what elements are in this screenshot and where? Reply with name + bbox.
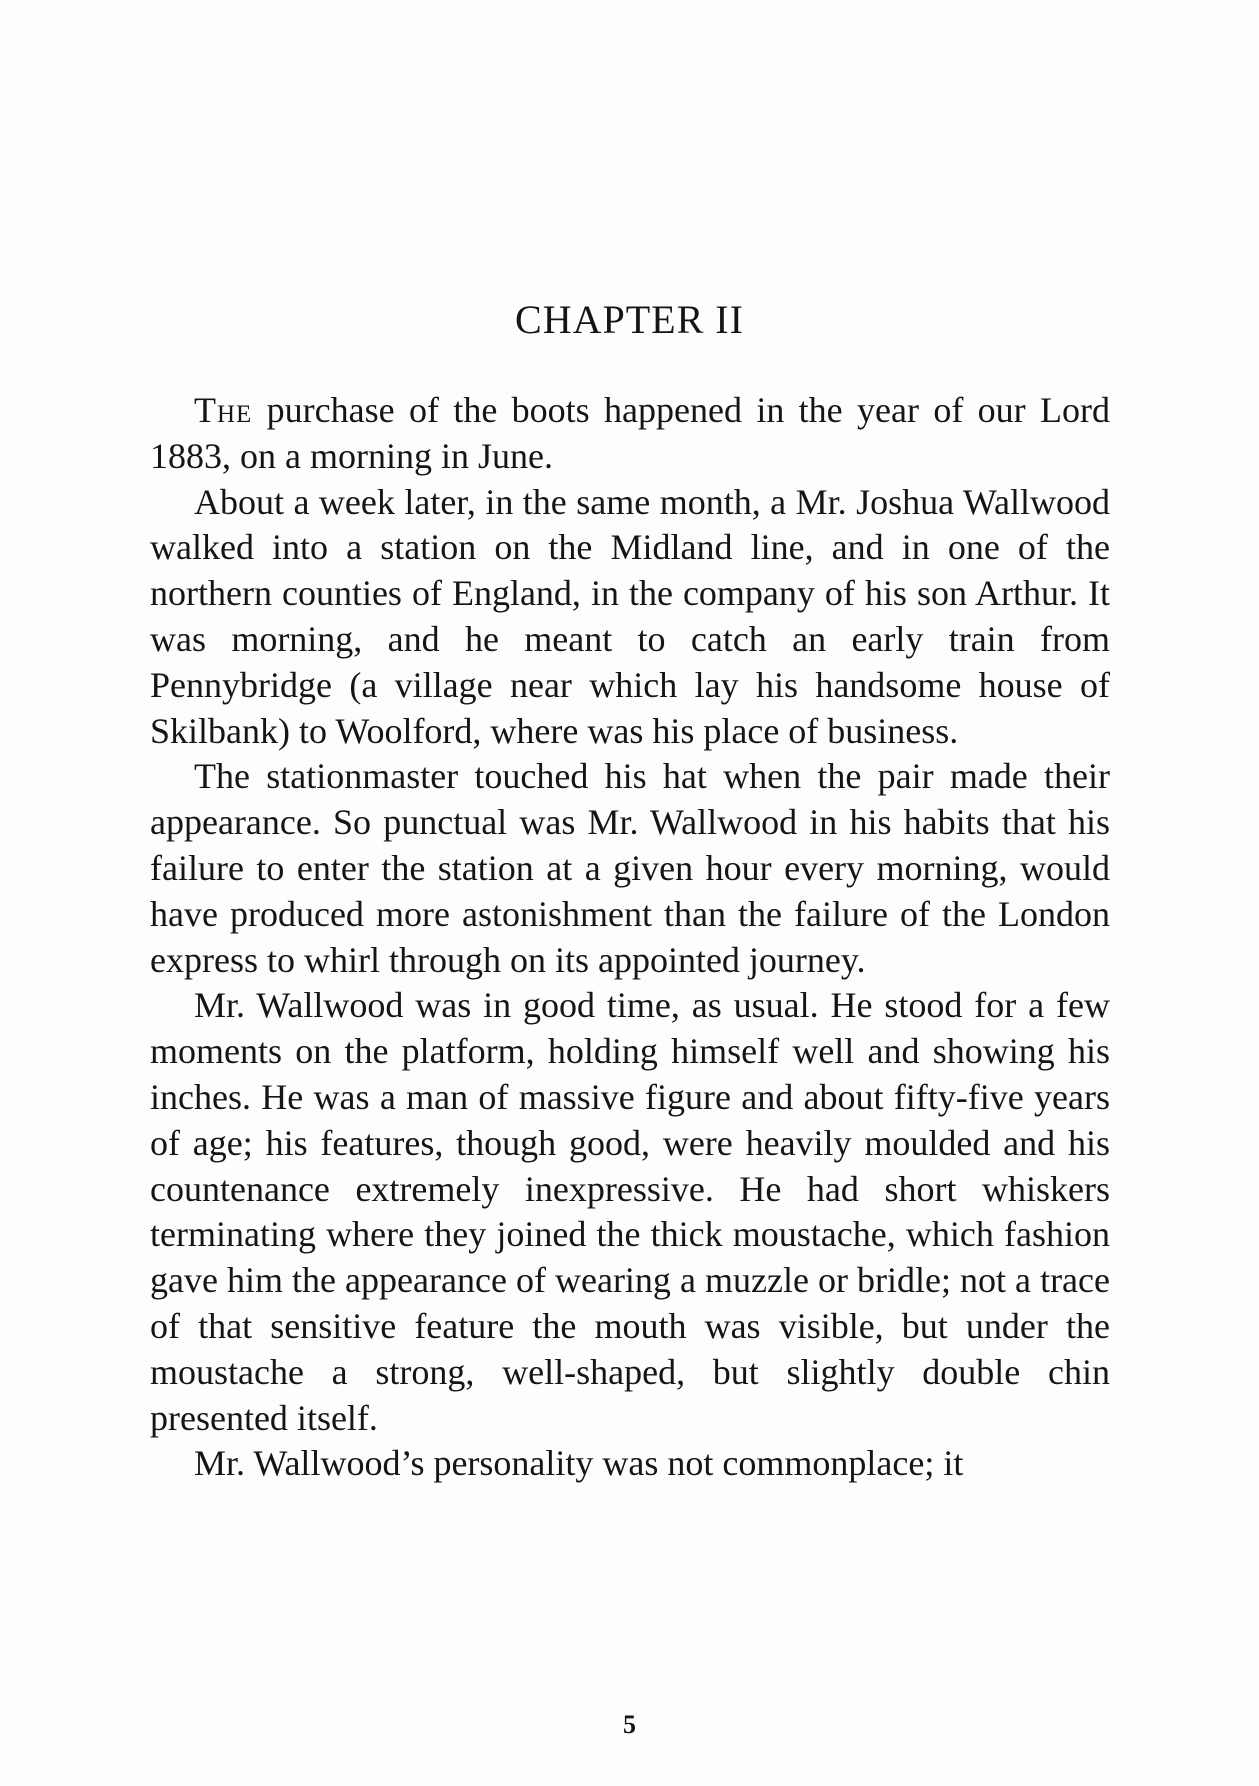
paragraph-1-text: purchase of the boots happened in the year of our Lord 1883, on a morning in June. bbox=[150, 390, 1110, 476]
chapter-heading: CHAPTER II bbox=[515, 297, 744, 342]
page-number: 5 bbox=[623, 1710, 636, 1739]
paragraph-5: Mr. Wallwood’s personality was not commonplace; it bbox=[194, 1443, 964, 1484]
paragraph-4: Mr. Wallwood was in good time, as usual. He stood for a few moments on the platform, holding himself well and showing his inches. He was a man of massive figure and about fifty-five years of age; his features, though good, were heavily moulded and his countenance extremely inexpressive. He had short whiskers terminating where they joined the thick moustache, which fashion gave him the appearance of wearing a muzzle or bridle; not a trace of that sensitive feature the mouth was visible, but under the moustache a strong, well-shaped, but slightly double chin presented itself. bbox=[150, 985, 1110, 1438]
paragraph-2: About a week later, in the same month, a Mr. Joshua Wallwood walked into a station on the Midland line, and in one of the northern counties of England, in the company of his son Arthur. It was morning, and he meant to catch an early train from Pennybridge (a village near which lay his handsome house of Skilbank) to Woolford, where was his place of business. bbox=[150, 481, 1110, 751]
paragraph-1 bbox=[150, 388, 1110, 480]
body-text bbox=[150, 388, 1110, 1487]
paragraph-3: The stationmaster touched his hat when the pair made their appearance. So punctual was Mr. Wallwood in his habits that his failure to enter the station at a given hour every morning, would have produced more astonishment than the failure of the London express to whirl through on its appointed journey. bbox=[150, 756, 1110, 980]
paragraph-1-lead-word: The bbox=[194, 390, 253, 430]
